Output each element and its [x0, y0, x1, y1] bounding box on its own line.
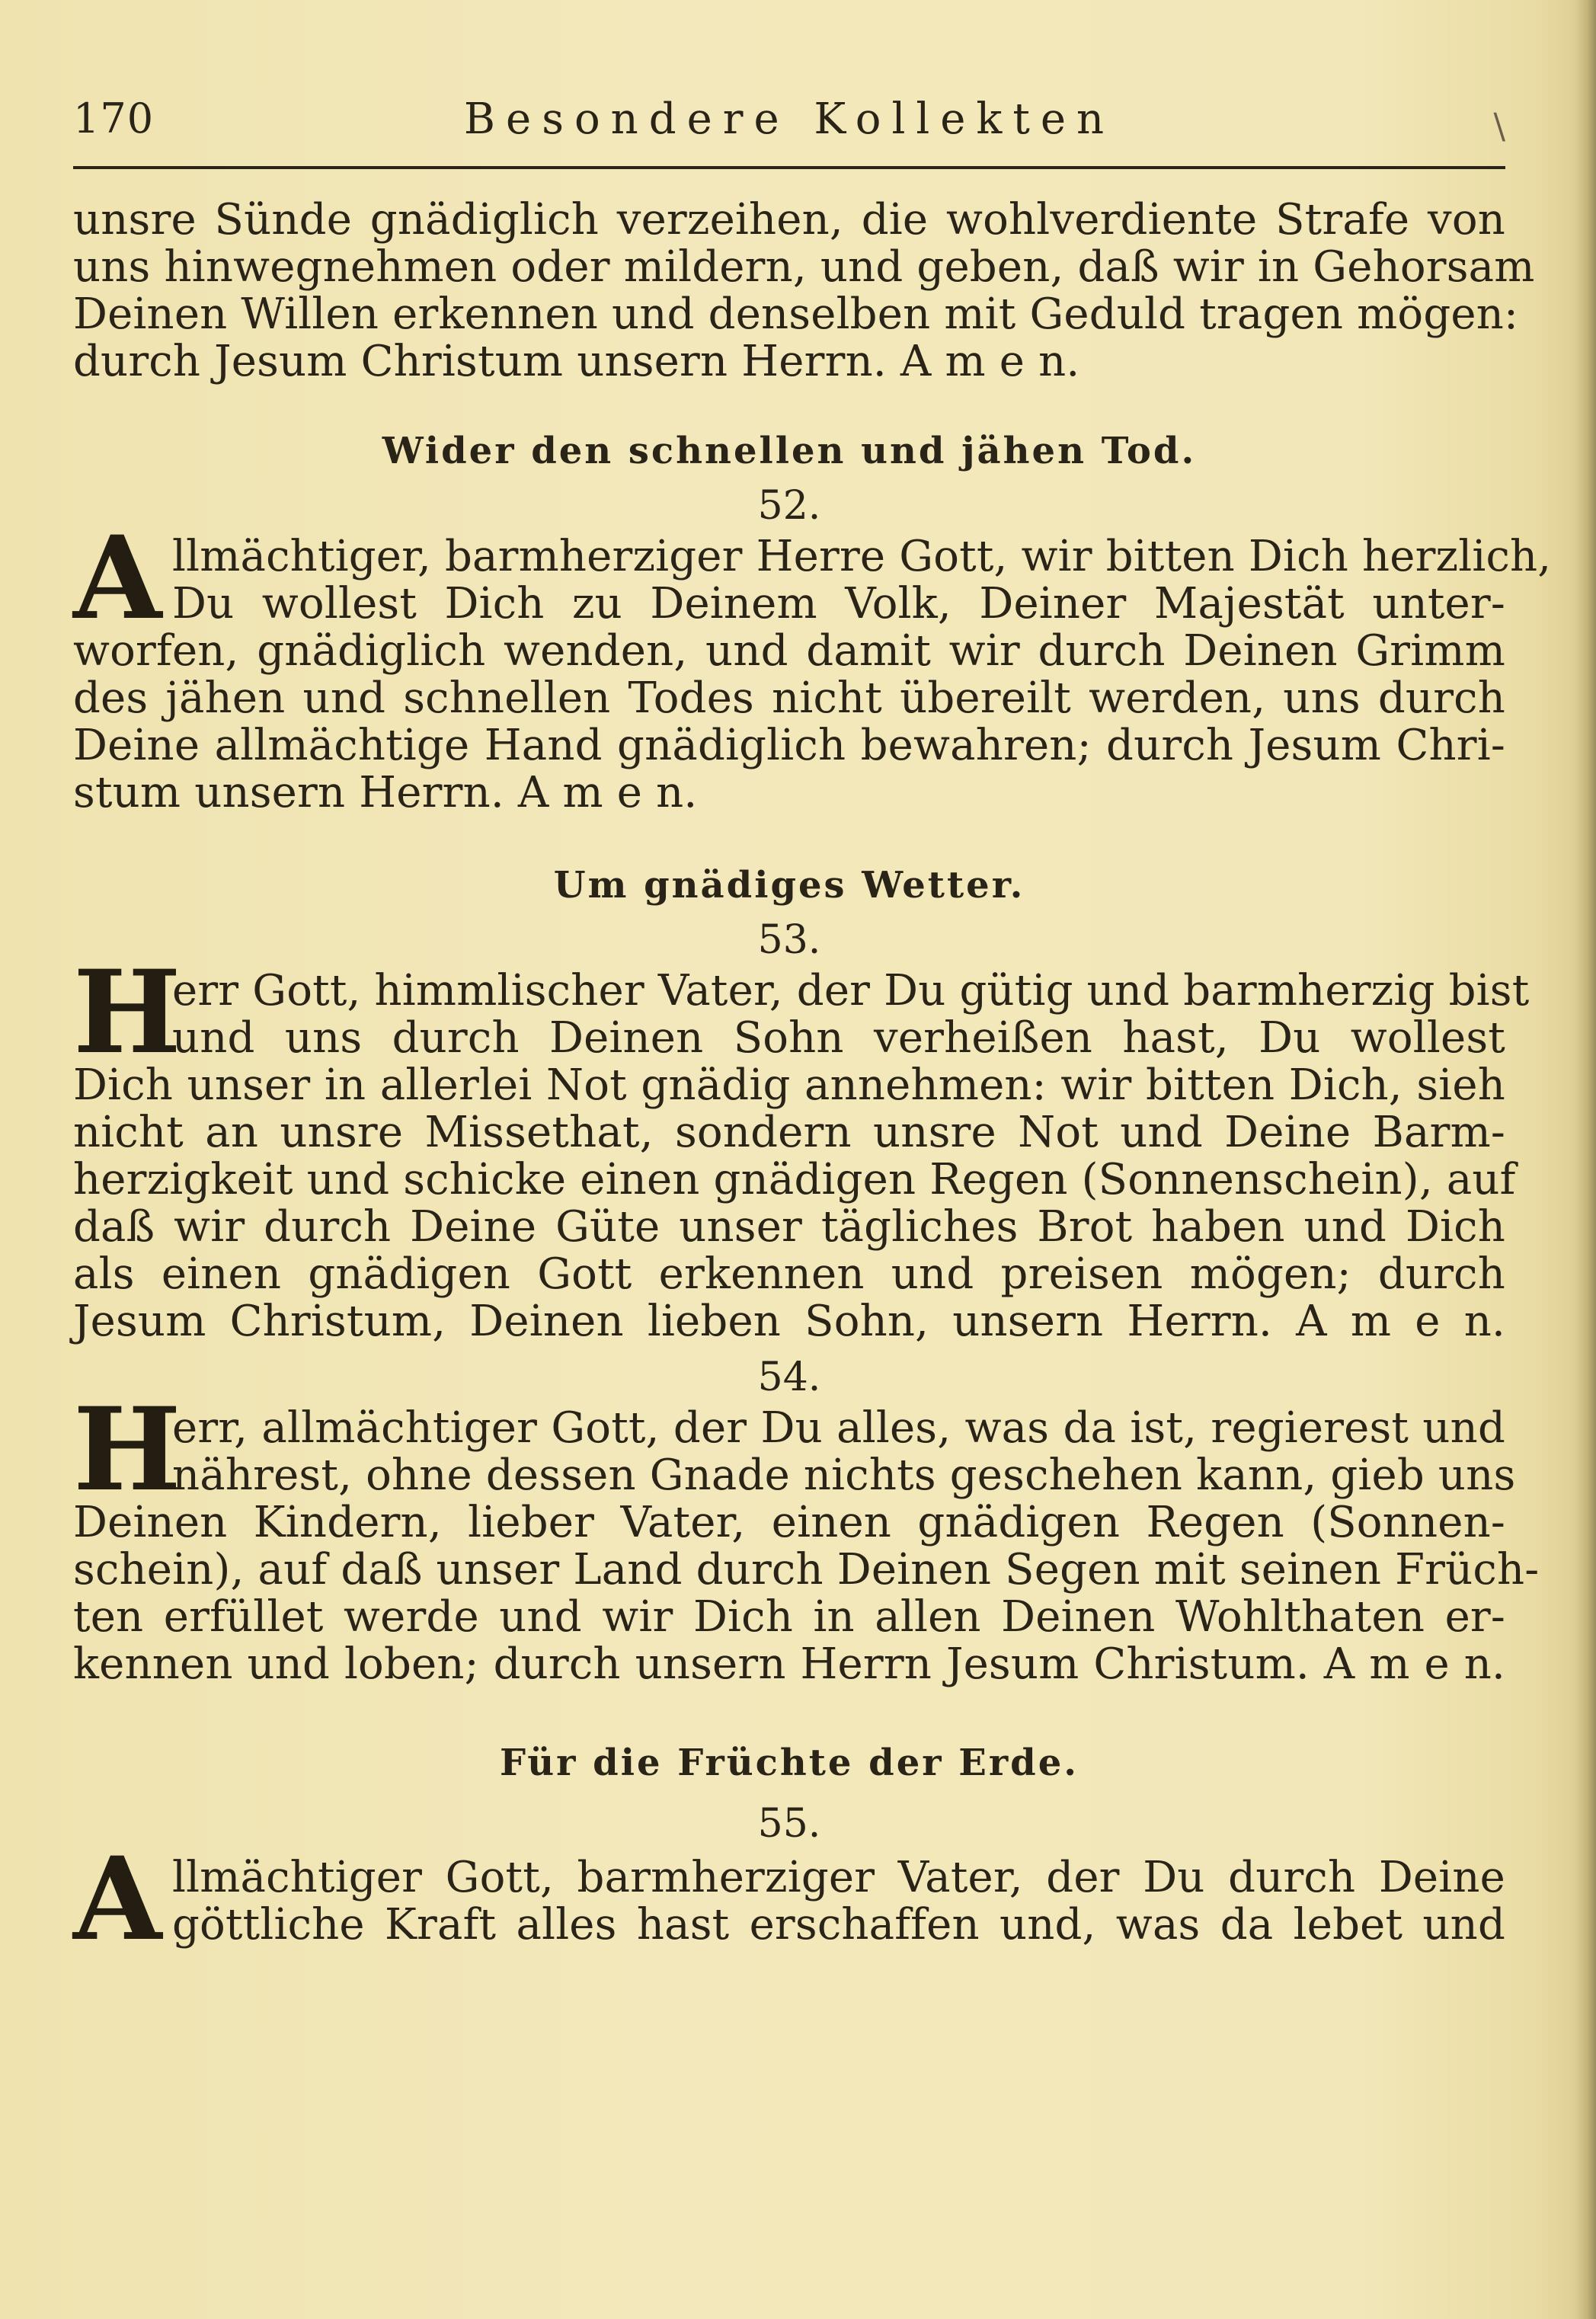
prayer-53: [73, 945, 1530, 1346]
page-number: 170: [73, 94, 155, 142]
prayer-number: 54.: [757, 1355, 821, 1400]
text-line: err Gott, himmlischer Vater, der Du gütig und barmherzig bist: [172, 966, 1530, 1016]
page-body: [73, 195, 1552, 1966]
text-line: Dich unser in allerlei Not gnädig annehmen: wir bitten Dich, sieh: [73, 1060, 1505, 1110]
drop-initial: H: [73, 1383, 181, 1517]
text-line: uns hinwegnehmen oder mildern, und geben, daß wir in Gehorsam: [73, 242, 1535, 292]
text-line: des jähen und schnellen Todes nicht übereilt werden, uns durch: [73, 673, 1505, 723]
text-line: göttliche Kraft alles hast erschaffen und, was da lebet und: [172, 1900, 1505, 1950]
text-line: llmächtiger Gott, barmherziger Vater, der Du durch Deine: [172, 1853, 1505, 1902]
text-line: Jesum Christum, Deinen lieben Sohn, unsern Herrn. A m e n.: [73, 1297, 1505, 1346]
running-title: Besondere Kollekten: [463, 94, 1115, 144]
text-line: Deinen Kindern, lieber Vater, einen gnädigen Regen (Sonnen-: [73, 1498, 1505, 1547]
section-heading: Um gnädiges Wetter.: [553, 864, 1025, 907]
prayer-number: 53.: [757, 917, 821, 963]
text-line: worfen, gnädiglich wenden, und damit wir durch Deinen Grimm: [73, 626, 1505, 676]
text-line: ten erfüllet werde und wir Dich in allen Deinen Wohlthaten er-: [73, 1592, 1505, 1642]
section-heading: Wider den schnellen und jähen Tod.: [382, 430, 1197, 472]
text-line: Du wollest Dich zu Deinem Volk, Deiner Majestät unter-: [172, 579, 1505, 629]
text-line: durch Jesum Christum unsern Herrn. A m e n.: [73, 337, 1080, 386]
text-line: daß wir durch Deine Güte unser tägliches Brot haben und Dich: [73, 1202, 1505, 1252]
text-line: Deinen Willen erkennen und denselben mit Geduld tragen mögen:: [73, 289, 1519, 339]
text-line: unsre Sünde gnädiglich verzeihen, die wohlverdiente Strafe von: [73, 195, 1505, 245]
text-line: und uns durch Deinen Sohn verheißen hast, Du wollest: [172, 1013, 1505, 1063]
intro-paragraph: [73, 195, 1535, 386]
prayer-54: [73, 1383, 1540, 1689]
prayer-55: [73, 1832, 1505, 1966]
header-mark: \: [1493, 105, 1505, 146]
text-line: schein), auf daß unser Land durch Deinen Segen mit seinen Früch-: [73, 1545, 1540, 1595]
prayer-number: 52.: [757, 483, 821, 529]
text-line: err, allmächtiger Gott, der Du alles, was da ist, regierest und: [172, 1403, 1505, 1453]
prayer-52: [73, 511, 1552, 817]
drop-initial: A: [73, 1832, 162, 1966]
text-line: als einen gnädigen Gott erkennen und preisen mögen; durch: [73, 1249, 1505, 1299]
text-line: herzigkeit und schicke einen gnädigen Regen (Sonnenschein), auf: [73, 1155, 1516, 1204]
text-line: Deine allmächtige Hand gnädiglich bewahren; durch Jesum Chri-: [73, 721, 1505, 770]
prayer-number: 55.: [757, 1801, 821, 1847]
section-heading: Für die Früchte der Erde.: [500, 1742, 1079, 1784]
page-edge-shadow: [1575, 0, 1596, 2319]
drop-initial: H: [73, 945, 181, 1080]
text-line: nicht an unsre Missethat, sondern unsre Not und Deine Barm-: [73, 1108, 1505, 1157]
header-rule: [73, 166, 1505, 169]
text-line: llmächtiger, barmherziger Herre Gott, wir bitten Dich herzlich,: [172, 532, 1552, 581]
text-line: stum unsern Herrn. A m e n.: [73, 768, 698, 817]
drop-initial: A: [73, 511, 162, 645]
text-line: kennen und loben; durch unsern Herrn Jesum Christum. A m e n.: [73, 1639, 1505, 1689]
page-header: [73, 90, 1505, 151]
text-line: nährest, ohne dessen Gnade nichts geschehen kann, gieb uns: [172, 1451, 1516, 1500]
